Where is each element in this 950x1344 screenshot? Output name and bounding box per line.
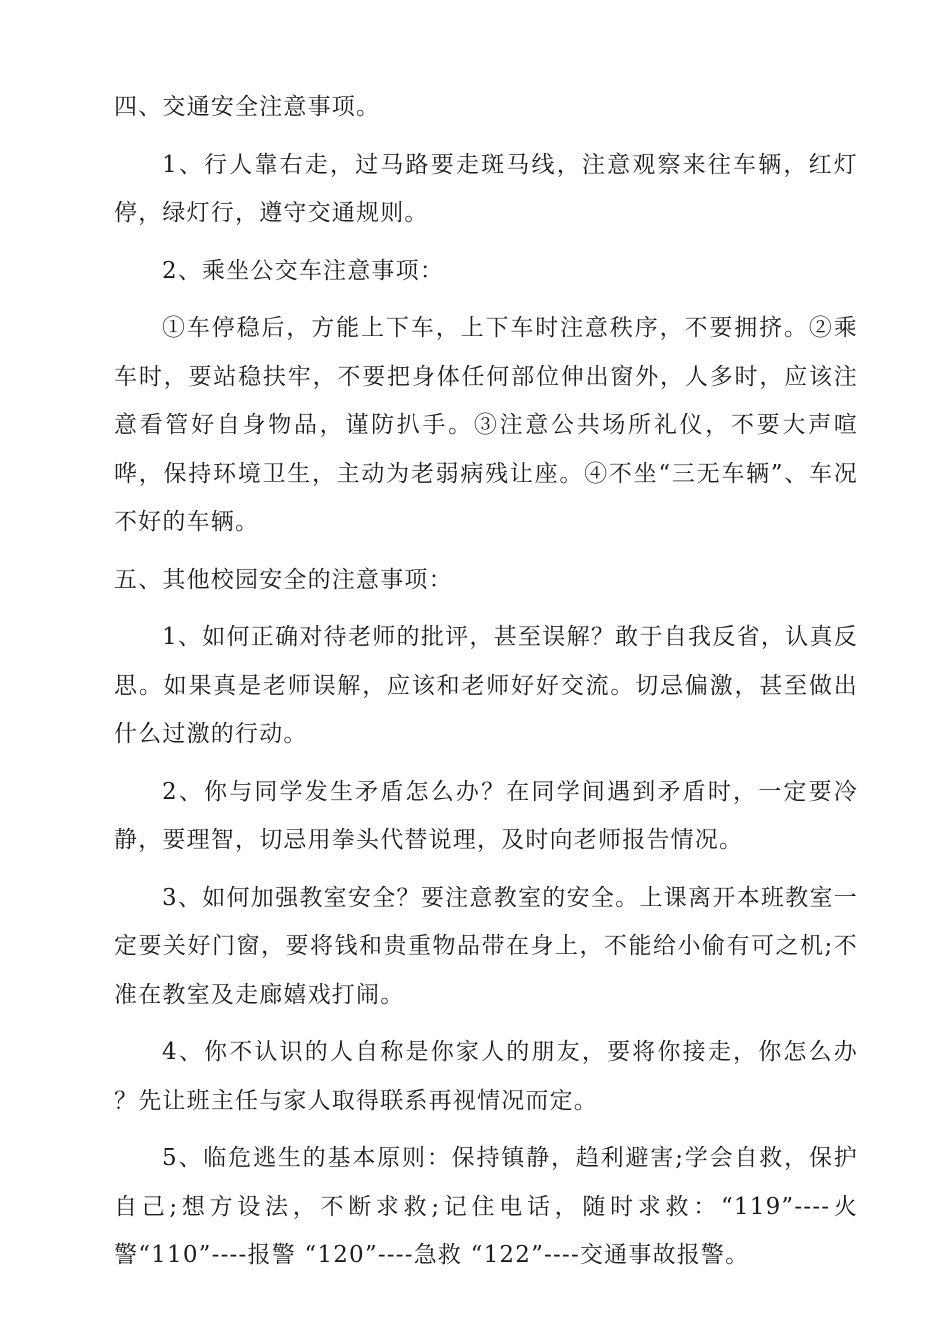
paragraph-classmate-conflict: 2、你与同学发生矛盾怎么办？在同学间遇到矛盾时，一定要冷静，要理智，切忌用拳头代替说理，及时向老师报告情况。	[114, 778, 858, 853]
section-heading-campus-safety: 五、其他校园安全的注意事项：	[114, 566, 453, 593]
paragraph-teacher-criticism: 1、如何正确对待老师的批评，甚至误解？敢于自我反省，认真反思。如果真是老师误解，应该和老师好好交流。切忌偏激，甚至做出什么过激的行动。	[114, 624, 858, 747]
document-body	[114, 83, 858, 1289]
paragraph-bus-notes-title: 2、乘坐公交车注意事项：	[162, 257, 445, 284]
paragraph-pedestrian-rules: 1、行人靠右走，过马路要走斑马线，注意观察来往车辆，红灯停，绿灯行，遵守交通规则。	[114, 151, 858, 226]
paragraph-emergency-escape: 5、临危逃生的基本原则：保持镇静，趋利避害;学会自救，保护自己;想方设法，不断求救;记住电话，随时求救：“119”----火警“110”----报警 “120”----急救 “122”----交通事故报警。	[114, 1145, 858, 1268]
section-heading-traffic-safety: 四、交通安全注意事项。	[114, 94, 381, 120]
paragraph-bus-notes-detail: ①车停稳后，方能上下车，上下车时注意秩序，不要拥挤。②乘车时，要站稳扶牢，不要把身体任何部位伸出窗外，人多时，应该注意看管好自身物品，谨防扒手。③注意公共场所礼仪，不要大声喧哗，保持环境卫生，主动为老弱病残让座。④不坐“三无车辆”、车况不好的车辆。	[114, 315, 858, 535]
paragraph-stranger-pickup: 4、你不认识的人自称是你家人的朋友，要将你接走，你怎么办 ？先让班主任与家人取得联系再视情况而定。	[114, 1039, 858, 1114]
paragraph-classroom-safety: 3、如何加强教室安全？要注意教室的安全。上课离开本班教室一定要关好门窗，要将钱和贵重物品带在身上，不能给小偷有可之机;不准在教室及走廊嬉戏打闹。	[114, 884, 858, 1008]
